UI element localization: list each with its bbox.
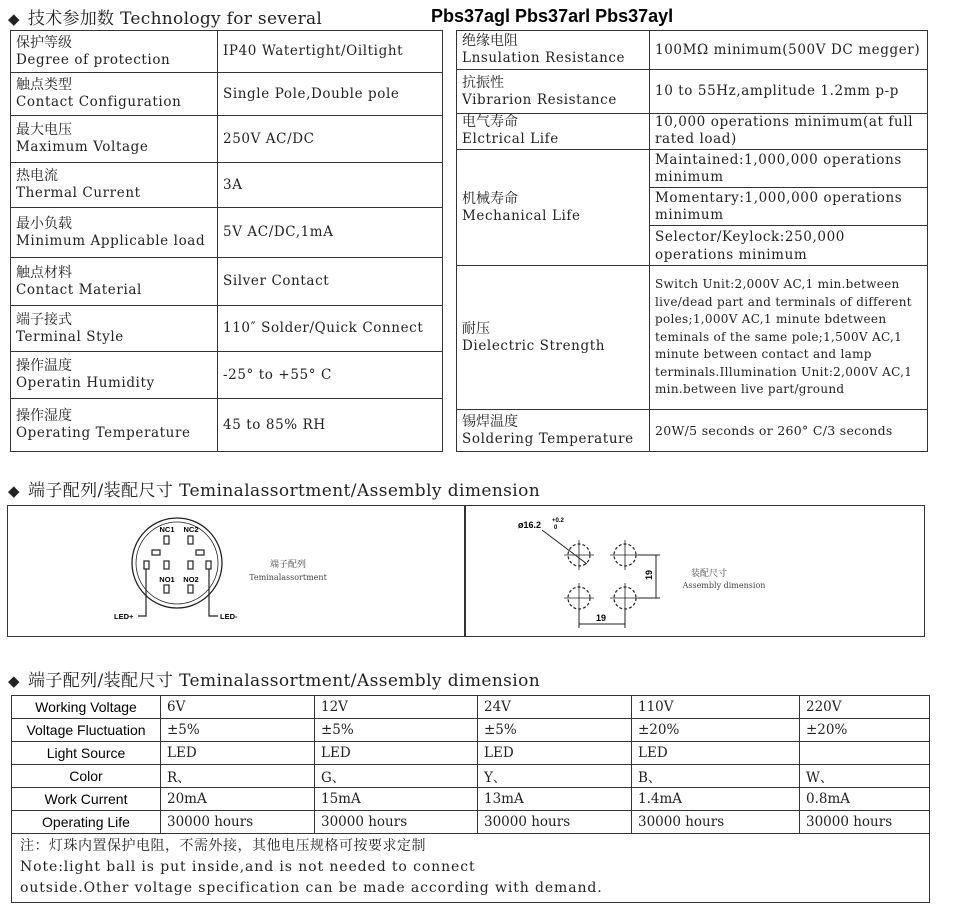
note-zh: 注：灯珠内置保护电阻，不需外接，其他电压规格可按要求定制 [20,838,426,854]
spec-value: 10,000 operations minimum(at full rated load) [655,114,914,147]
voltage-cell: ±5% [161,719,315,742]
voltage-row [12,742,930,765]
spec-row [11,116,443,163]
spec-label-zh: 操作温度 [16,358,72,374]
tolerance-upper: +0.2 [552,518,564,524]
pin-label-nc1: NC1 [159,525,175,534]
voltage-row-label: Work Current [12,788,161,811]
note-cell [12,834,930,903]
spec-label-zh: 热电流 [16,168,58,184]
spec-value: 20W/5 seconds or 260° C/3 seconds [655,422,893,438]
pin-com1 [152,550,160,555]
spec-label-en: Contact Material [16,281,142,298]
spec-row-insulation [457,31,928,70]
spec-label-en: Maximum Voltage [16,139,149,155]
spec-value: IP40 Watertight/Oiltight [223,43,404,59]
spec-label-zh: 电气寿命 [462,114,518,130]
spec-heading-zh: 技术参加数 [27,9,115,29]
dimension-vertical-label: 19 [644,569,654,580]
voltage-cell: 110V [632,696,800,719]
voltage-row [12,765,930,788]
voltage-cell: 12V [315,696,478,719]
spec-row [11,73,443,116]
spec-row [11,306,443,352]
led-plus-lead [138,569,146,616]
terminal-caption-en: Teminalassortment [249,573,327,582]
assembly-caption-en: Assembly dimension [682,581,766,590]
spec-value: 110″ Solder/Quick Connect [223,320,424,336]
spec-value: Selector/Keylock:250,000 operations minimum [655,228,845,263]
voltage-cell [800,742,930,765]
voltage-cell: ±20% [800,719,930,742]
spec-label-en: Vibrarion Resistance [462,91,617,108]
voltage-row [12,696,930,719]
spec-label-en: Soldering Temperature [462,430,634,447]
section-heading-en: Teminalassortment/Assembly dimension [179,481,541,501]
spec-label-zh: 操作湿度 [16,408,72,424]
section-heading-terminal [8,476,540,501]
spec-row-dielectric [457,266,928,410]
voltage-cell: ±5% [478,719,632,742]
spec-label-zh: 保护等级 [16,34,72,51]
spec-label-zh: 绝缘电阻 [462,33,518,49]
spec-label-en: Thermal Current [16,185,141,201]
note-en-line2: outside.Other voltage specification can be made according with demand. [20,880,603,896]
voltage-cell: 30000 hours [632,811,800,834]
spec-value: 100MΩ minimum(500V DC megger) [655,41,921,58]
voltage-row-label: Light Source [12,742,161,765]
pin-led-plus [144,561,149,569]
spec-label-en: Operatin Humidity [16,375,155,391]
voltage-cell: 30000 hours [161,811,315,834]
section-heading-zh: 端子配列/装配尺寸 [27,481,174,501]
spec-row-mechanical [457,150,928,188]
spec-value: 3A [223,176,243,193]
voltage-cell: 6V [161,696,315,719]
assembly-dimension-diagram [512,512,812,630]
spec-value: 250V AC/DC [223,130,315,147]
spec-label-en: Elctrical Life [462,131,559,147]
voltage-table [11,695,930,903]
led-minus-label: LED- [220,612,238,621]
spec-label-en: Minimum Applicable load [16,232,206,249]
spec-row [11,352,443,399]
voltage-row-label: Working Voltage [12,696,161,719]
spec-value: Switch Unit:2,000V AC,1 min.between live/dead part and terminals of different poles;1,000V AC,1 minute bdetween teminals of the same pole;1,500V AC,1 minute between contact and lamp terminals.Illumination Unit:2,000V AC,1 min.between live part/ground [655,277,913,397]
assembly-caption-zh: 装配尺寸 [690,569,728,579]
voltage-cell: 24V [478,696,632,719]
terminal-caption-zh: 端子配列 [269,560,307,570]
voltage-cell: 220V [800,696,930,719]
diamond-bullet-icon: ◆ [8,10,20,28]
diamond-bullet-icon: ◆ [8,672,20,690]
voltage-cell: 30000 hours [478,811,632,834]
voltage-cell: 30000 hours [315,811,478,834]
section-heading-en: Teminalassortment/Assembly dimension [179,671,541,691]
pin-center2 [188,561,193,569]
model-numbers: Pbs37agl Pbs37arl Pbs37ayl [431,6,674,26]
voltage-cell: LED [315,742,478,765]
voltage-row [12,719,930,742]
section-heading-voltage [8,666,540,691]
voltage-cell: ±5% [315,719,478,742]
spec-label-zh: 触点材料 [16,264,72,281]
spec-row [11,163,443,208]
spec-value: -25° to +55° C [223,366,332,383]
pin-led-minus [206,561,211,569]
spec-label-en: Degree of protection [16,51,171,68]
spec-label-en: Mechanical Life [462,207,581,224]
spec-value: 5V AC/DC,1mA [223,224,334,240]
spec-row [11,399,443,452]
spec-row [11,258,443,306]
voltage-row [12,811,930,834]
spec-label-zh: 触点类型 [16,77,72,93]
spec-label-en: Operating Temperature [16,425,191,441]
voltage-cell: LED [161,742,315,765]
voltage-cell: 0.8mA [800,788,930,811]
voltage-cell: 20mA [161,788,315,811]
spec-row-soldering [457,410,928,452]
spec-label-zh: 最大电压 [16,122,72,138]
spec-label-zh: 锡焊温度 [462,413,518,430]
voltage-cell: 13mA [478,788,632,811]
dimension-horizontal-label: 19 [596,613,607,623]
voltage-cell: W、 [800,765,930,788]
voltage-row-label: Voltage Fluctuation [12,719,161,742]
spec-label-zh: 机械寿命 [462,190,518,207]
spec-table-left [10,30,443,452]
diameter-label: ø16.2 [518,520,542,530]
spec-label-zh: 抗振性 [462,74,504,91]
pin-label-no2: NO2 [183,575,199,584]
diagram-divider [464,505,466,637]
spec-value: Single Pole,Double pole [223,85,400,102]
voltage-cell: Y、 [478,765,632,788]
spec-value: Momentary:1,000,000 operations minimum [655,189,903,223]
pin-center1 [164,561,169,569]
voltage-cell: 1.4mA [632,788,800,811]
voltage-cell: R、 [161,765,315,788]
pin-label-nc2: NC2 [183,525,199,534]
spec-heading-en: Technology for several [120,9,323,29]
spec-label-en: Terminal Style [16,328,124,345]
spec-label-zh: 最小负载 [16,215,72,232]
voltage-cell: ±20% [632,719,800,742]
pin-no2 [188,585,193,593]
center-marks [564,540,640,613]
spec-row-vibration [457,70,928,114]
led-plus-label: LED+ [114,612,134,621]
voltage-cell: 15mA [315,788,478,811]
note-row [12,834,930,903]
diamond-bullet-icon: ◆ [8,482,20,500]
spec-label-zh: 端子接式 [16,311,72,328]
spec-label-zh: 耐压 [462,320,490,337]
diameter-leader [542,530,587,564]
voltage-cell: B、 [632,765,800,788]
terminal-assortment-diagram [100,515,450,627]
voltage-row [12,788,930,811]
voltage-row-label: Operating Life [12,811,161,834]
spec-row-electrical [457,114,928,150]
voltage-cell: LED [632,742,800,765]
spec-heading [8,4,322,29]
section-heading-zh: 端子配列/装配尺寸 [27,671,174,691]
voltage-cell: G、 [315,765,478,788]
voltage-cell: 30000 hours [800,811,930,834]
spec-value: Maintained:1,000,000 operations minimum [655,151,902,185]
spec-value: Silver Contact [223,273,330,289]
pin-nc2 [188,536,193,544]
pin-no1 [164,585,169,593]
spec-value: 10 to 55Hz,amplitude 1.2mm p-p [655,83,900,99]
note-en-line1: Note:light ball is put inside,and is not needed to connect [20,859,476,875]
spec-row [11,31,443,73]
spec-table-right [456,30,928,452]
spec-row [11,208,443,258]
tolerance-lower: 0 [554,525,558,531]
spec-label-en: Lnsulation Resistance [462,50,626,66]
pin-label-no1: NO1 [159,575,175,584]
voltage-row-label: Color [12,765,161,788]
spec-label-en: Contact Configuration [16,94,182,110]
pin-nc1 [164,536,169,544]
pin-com2 [196,550,204,555]
spec-value: 45 to 85% RH [223,416,326,433]
spec-label-en: Dielectric Strength [462,337,606,354]
voltage-cell: LED [478,742,632,765]
mount-holes [568,544,636,609]
